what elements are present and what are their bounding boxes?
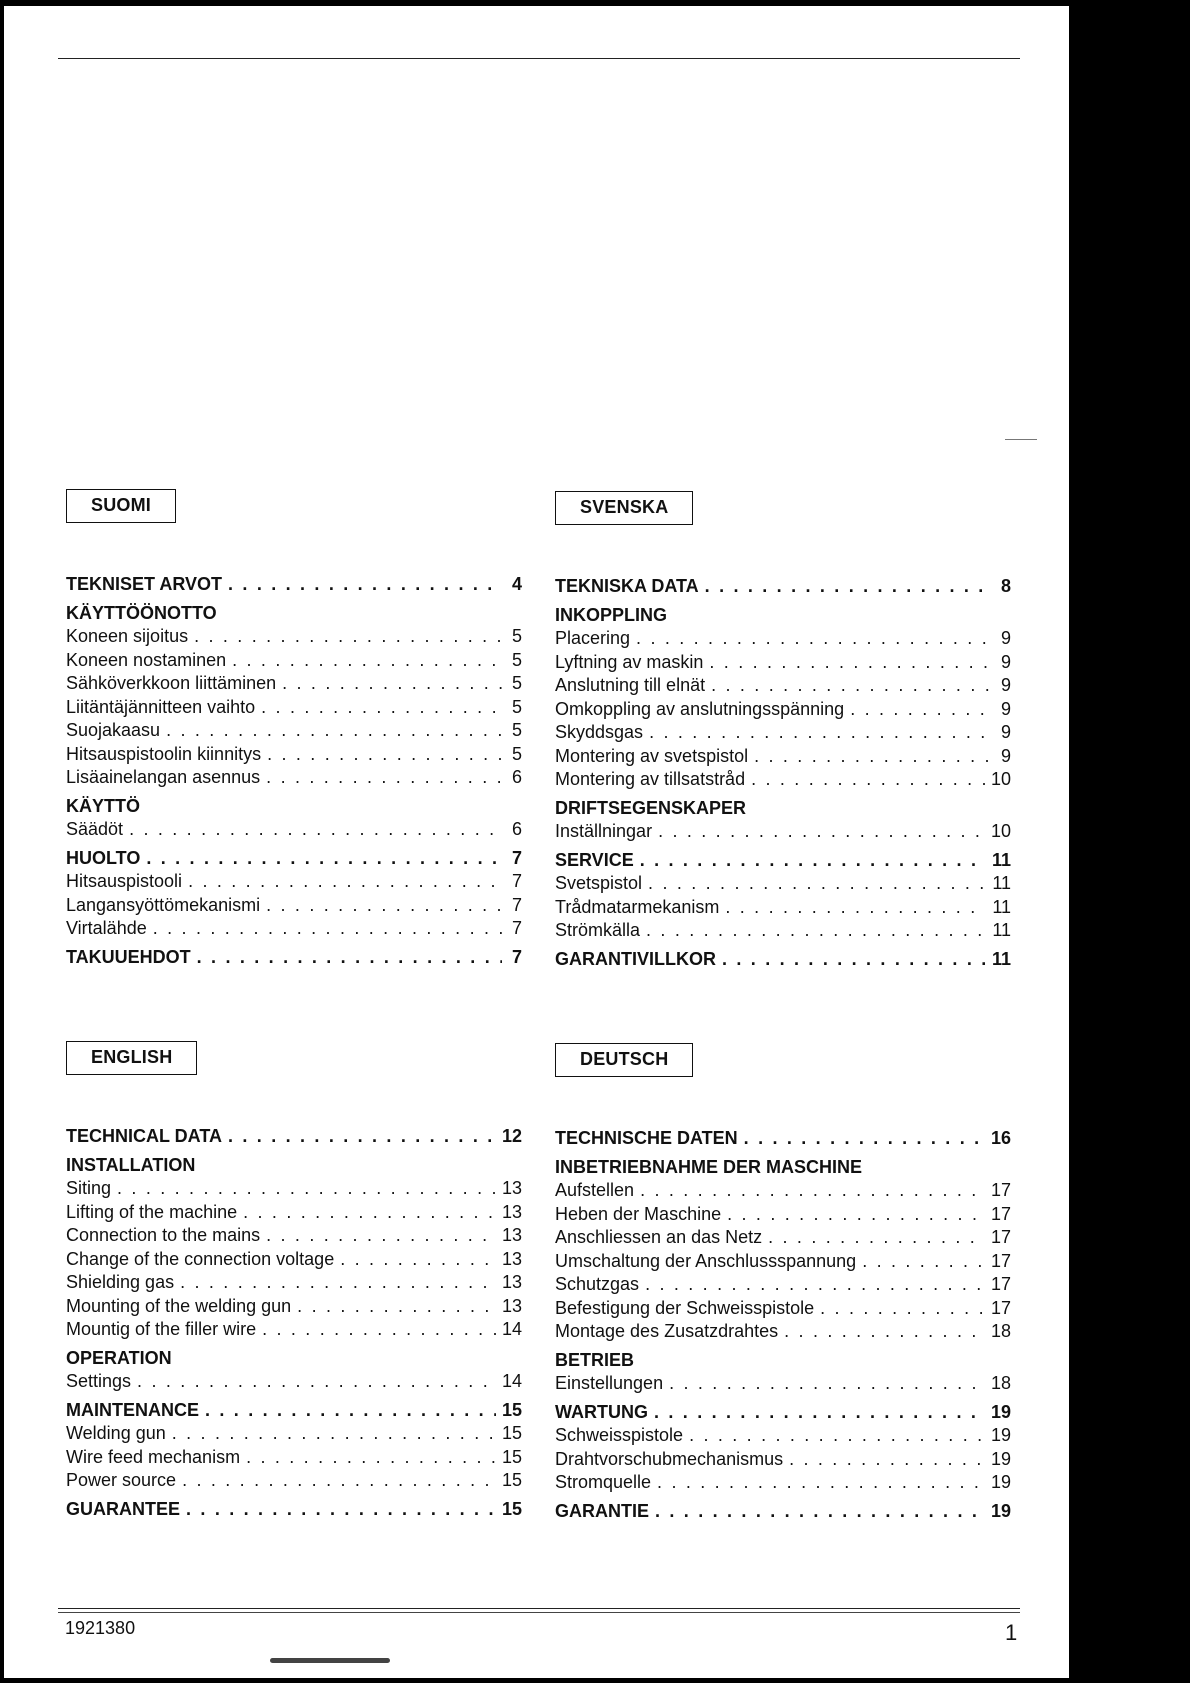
toc-entry [555, 1372, 1011, 1396]
toc-leader-dots [246, 1446, 496, 1470]
toc-entry-title: Säädöt [66, 819, 124, 839]
toc-leader-dots [850, 698, 991, 722]
toc-leader-dots [640, 1179, 985, 1203]
toc-entry-page: 9 [1000, 628, 1011, 648]
toc-leader-dots [194, 625, 502, 649]
scan-mark [270, 1658, 390, 1663]
toc-leader-dots [266, 766, 502, 790]
toc-entry-title: GARANTIE [555, 1500, 649, 1521]
toc-entry [66, 625, 522, 649]
toc-entry [555, 1179, 1011, 1203]
toc-entry-page: 4 [511, 574, 522, 594]
toc-entry [555, 1401, 1011, 1425]
footer-rule [58, 1608, 1020, 1609]
toc-entry-title: Shielding gas [66, 1272, 175, 1292]
toc-entry [555, 651, 1011, 675]
toc-entry-page: 19 [990, 1425, 1011, 1445]
toc-leader-dots [646, 919, 986, 943]
toc-entry-title: TECHNICAL DATA [66, 1126, 222, 1146]
toc-leader-dots [262, 1318, 496, 1342]
toc-entry-title: TAKUUEHDOT [66, 946, 191, 967]
toc-leader-dots [705, 575, 991, 599]
toc-leader-dots [129, 818, 502, 842]
toc-entry [66, 1224, 522, 1248]
toc-entry-page: 7 [511, 871, 522, 891]
toc-entry-page: 19 [990, 1500, 1011, 1521]
toc-entry [66, 1271, 522, 1295]
toc-entry-page: 14 [501, 1371, 522, 1391]
toc-entry-title: Hitsauspistooli [66, 871, 183, 891]
toc-entry-page: 17 [990, 1227, 1011, 1247]
toc-leader-dots [243, 1201, 496, 1225]
toc-leader-dots [751, 768, 985, 792]
toc-entry-title: Mounting of the welding gun [66, 1295, 292, 1316]
toc-leader-dots [654, 1401, 985, 1425]
toc-leader-dots [754, 745, 991, 769]
toc-entry-page: 13 [501, 1272, 522, 1292]
toc-entry [555, 1203, 1011, 1227]
toc-entry [555, 1448, 1011, 1472]
toc-leader-dots [182, 1469, 496, 1493]
toc-entry [66, 1446, 522, 1470]
toc-entry-title: Lifting of the machine [66, 1201, 238, 1222]
toc-entry-page: 5 [511, 696, 522, 717]
toc-entry [555, 872, 1011, 896]
toc-entry-title: BETRIEB [555, 1349, 635, 1370]
toc-entry-title: INSTALLATION [66, 1154, 196, 1175]
toc-entry [66, 1498, 522, 1522]
toc-leader-dots [862, 1250, 985, 1274]
toc-entry-title: INBETRIEBNAHME DER MASCHINE [555, 1156, 863, 1177]
toc-entry-title: Anslutning till elnät [555, 675, 706, 695]
toc-entry-page: 11 [991, 948, 1011, 969]
toc-entry-title: Suojakaasu [66, 720, 161, 740]
toc-entry-title: GARANTIVILLKOR [555, 948, 716, 969]
toc-entry [66, 894, 522, 918]
toc-leader-dots [228, 1125, 496, 1149]
toc-entry-page: 7 [511, 847, 522, 868]
toc-entry-page: 14 [501, 1319, 522, 1339]
toc-entry [555, 896, 1011, 920]
toc-entry [66, 1318, 522, 1342]
toc-leader-dots [228, 573, 502, 597]
toc-leader-dots [266, 1224, 496, 1248]
toc-entry-title: GUARANTEE [66, 1498, 181, 1519]
toc-entry-title: INKOPPLING [555, 604, 668, 625]
toc-leader-dots [137, 1370, 496, 1394]
toc-entry-title: Placering [555, 628, 631, 648]
toc-leader-dots [669, 1372, 985, 1396]
toc-leader-dots [711, 674, 991, 698]
toc-entry-title: Settings [66, 1371, 132, 1391]
toc-entry [555, 1273, 1011, 1297]
toc-entry-title: Connection to the mains [66, 1225, 261, 1245]
toc-entry-page: 11 [991, 849, 1011, 870]
toc-entry [555, 1226, 1011, 1250]
toc-entry-title: Heben der Maschine [555, 1203, 722, 1224]
toc-entry-title: SERVICE [555, 849, 634, 870]
toc-entry-title: Power source [66, 1470, 177, 1490]
toc-entry-title: Befestigung der Schweisspistole [555, 1297, 815, 1318]
section-suomi [66, 489, 522, 969]
toc-entry [66, 1201, 522, 1225]
toc-entry-page: 17 [990, 1274, 1011, 1294]
toc-entry-title: WARTUNG [555, 1401, 648, 1422]
toc-leader-dots [636, 627, 991, 651]
toc-entry-page: 13 [501, 1225, 522, 1245]
toc-entry-title: Montage des Zusatzdrahtes [555, 1321, 779, 1341]
toc-entry-page: 11 [992, 896, 1011, 917]
toc-entry [555, 745, 1011, 769]
toc-entry-page: 17 [990, 1203, 1011, 1224]
toc-entry-page: 5 [511, 649, 522, 670]
toc-entry-title: DRIFTSEGENSKAPER [555, 797, 747, 818]
footer-rule-thin [58, 1612, 1020, 1613]
table-of-contents [66, 573, 522, 969]
toc-entry-page: 8 [1000, 576, 1011, 596]
toc-entry [66, 696, 522, 720]
toc-entry-title: Skyddsgas [555, 722, 644, 742]
header-rule [58, 58, 1020, 59]
toc-entry [555, 849, 1011, 873]
toc-entry-page: 17 [990, 1250, 1011, 1271]
toc-entry-title: Drahtvorschubmechanismus [555, 1448, 784, 1469]
toc-leader-dots [172, 1422, 496, 1446]
toc-leader-dots [188, 870, 502, 894]
toc-entry [555, 919, 1011, 943]
toc-entry [555, 604, 1011, 628]
toc-entry-title: Liitäntäjännitteen vaihto [66, 696, 256, 717]
scan-border-left [0, 0, 4, 1683]
toc-entry-page: 16 [990, 1128, 1011, 1148]
toc-entry [555, 948, 1011, 972]
scan-margin-bar [1069, 0, 1190, 1683]
toc-entry-title: Change of the connection voltage [66, 1248, 335, 1269]
toc-entry-page: 10 [990, 821, 1011, 841]
toc-entry-page: 7 [511, 894, 522, 915]
toc-entry-title: Stromquelle [555, 1472, 652, 1492]
toc-leader-dots [709, 651, 991, 675]
toc-entry-page: 7 [511, 918, 522, 938]
toc-entry-title: TECHNISCHE DATEN [555, 1128, 738, 1148]
toc-entry-page: 15 [501, 1470, 522, 1490]
scan-border-top [0, 0, 1190, 6]
toc-entry [555, 575, 1011, 599]
table-of-contents [555, 1127, 1011, 1523]
language-label: ENGLISH [66, 1041, 197, 1075]
toc-entry-title: Anschliessen an das Netz [555, 1227, 763, 1247]
toc-entry-title: Schweisspistole [555, 1425, 684, 1445]
toc-entry-title: Trådmatarmekanism [555, 896, 720, 917]
toc-entry-page: 9 [1000, 698, 1011, 719]
toc-leader-dots [340, 1248, 496, 1272]
table-of-contents [555, 575, 1011, 971]
toc-entry [66, 719, 522, 743]
toc-entry-title: TEKNISKA DATA [555, 576, 699, 596]
toc-entry [555, 1297, 1011, 1321]
toc-entry-title: OPERATION [66, 1347, 172, 1368]
toc-entry-page: 5 [511, 720, 522, 740]
toc-entry-page: 5 [511, 743, 522, 764]
toc-leader-dots [153, 917, 502, 941]
toc-entry-title: Umschaltung der Anschlussspannung [555, 1250, 857, 1271]
toc-entry-title: Wire feed mechanism [66, 1446, 241, 1467]
toc-entry [66, 870, 522, 894]
toc-entry [66, 847, 522, 871]
toc-entry [555, 627, 1011, 651]
toc-entry [66, 573, 522, 597]
toc-entry-title: Welding gun [66, 1423, 166, 1443]
toc-entry [555, 674, 1011, 698]
toc-entry [66, 1248, 522, 1272]
toc-entry-page: 9 [1000, 675, 1011, 695]
toc-entry-page: 15 [501, 1446, 522, 1467]
toc-entry-title: TEKNISET ARVOT [66, 574, 223, 594]
toc-leader-dots [722, 948, 986, 972]
toc-entry [66, 917, 522, 941]
toc-entry [66, 1177, 522, 1201]
toc-leader-dots [727, 1203, 985, 1227]
toc-entry-page: 5 [511, 673, 522, 693]
toc-leader-dots [232, 649, 502, 673]
toc-entry-page: 6 [511, 767, 522, 787]
toc-entry-page: 19 [990, 1472, 1011, 1492]
toc-entry [555, 1320, 1011, 1344]
toc-entry [66, 766, 522, 790]
toc-entry [555, 820, 1011, 844]
toc-leader-dots [266, 894, 502, 918]
toc-entry [555, 721, 1011, 745]
toc-leader-dots [180, 1271, 496, 1295]
toc-entry [555, 1127, 1011, 1151]
toc-entry [555, 1500, 1011, 1524]
toc-entry [66, 1125, 522, 1149]
toc-entry-page: 18 [990, 1373, 1011, 1393]
toc-entry-page: 19 [990, 1401, 1011, 1422]
toc-entry-title: Aufstellen [555, 1180, 635, 1200]
toc-entry [66, 602, 522, 626]
toc-leader-dots [297, 1295, 496, 1319]
toc-entry-page: 13 [501, 1178, 522, 1198]
toc-leader-dots [117, 1177, 496, 1201]
toc-entry [66, 1295, 522, 1319]
toc-entry-page: 17 [990, 1180, 1011, 1200]
toc-entry-page: 19 [990, 1448, 1011, 1469]
toc-entry [555, 1424, 1011, 1448]
language-label: DEUTSCH [555, 1043, 693, 1077]
toc-leader-dots [658, 820, 985, 844]
toc-leader-dots [725, 896, 986, 920]
toc-entry [555, 698, 1011, 722]
toc-entry-title: Omkoppling av anslutningsspänning [555, 698, 845, 719]
toc-leader-dots [261, 696, 502, 720]
toc-entry-title: Siting [66, 1178, 112, 1198]
toc-entry-page: 15 [501, 1423, 522, 1443]
document-number: 1921380 [65, 1618, 136, 1638]
toc-entry-page: 11 [992, 873, 1011, 893]
toc-entry [555, 1156, 1011, 1180]
toc-entry [66, 1469, 522, 1493]
toc-entry-title: Strömkälla [555, 920, 641, 940]
toc-leader-dots [744, 1127, 985, 1151]
toc-entry [66, 649, 522, 673]
toc-entry-title: Koneen nostaminen [66, 649, 227, 670]
toc-leader-dots [640, 849, 986, 873]
toc-entry [66, 795, 522, 819]
toc-entry-page: 18 [990, 1321, 1011, 1341]
toc-leader-dots [166, 719, 502, 743]
toc-entry-title: KÄYTTÖ [66, 795, 140, 816]
toc-entry [555, 797, 1011, 821]
toc-entry [555, 1349, 1011, 1373]
toc-entry-title: Schutzgas [555, 1274, 640, 1294]
toc-entry [66, 818, 522, 842]
toc-entry-title: Lisäainelangan asennus [66, 767, 261, 787]
scan-mark [1005, 439, 1037, 440]
toc-entry-page: 13 [501, 1201, 522, 1222]
toc-entry [66, 1399, 522, 1423]
toc-entry [66, 1154, 522, 1178]
toc-entry-page: 9 [1000, 722, 1011, 742]
toc-entry-title: HUOLTO [66, 847, 141, 868]
toc-entry-page: 6 [511, 819, 522, 839]
toc-entry-title: Virtalähde [66, 918, 147, 938]
toc-entry-title: Montering av svetspistol [555, 745, 749, 766]
toc-entry-page: 7 [511, 946, 522, 967]
toc-entry-page: 11 [992, 920, 1011, 940]
toc-entry [66, 672, 522, 696]
toc-entry-page: 12 [501, 1126, 522, 1146]
toc-entry [66, 1422, 522, 1446]
toc-entry-page: 10 [990, 769, 1011, 789]
section-svenska [555, 491, 1011, 971]
language-label: SUOMI [66, 489, 176, 523]
section-english [66, 1041, 522, 1521]
toc-leader-dots [645, 1273, 985, 1297]
toc-entry-page: 9 [1000, 651, 1011, 672]
toc-entry-page: 13 [501, 1295, 522, 1316]
toc-entry [66, 946, 522, 970]
toc-leader-dots [649, 721, 991, 745]
toc-leader-dots [648, 872, 986, 896]
scan-border-bottom [0, 1678, 1190, 1683]
toc-entry-title: Mountig of the filler wire [66, 1319, 257, 1339]
toc-entry-title: Einstellungen [555, 1373, 664, 1393]
toc-entry [555, 1471, 1011, 1495]
toc-entry-page: 17 [990, 1297, 1011, 1318]
table-of-contents [66, 1125, 522, 1521]
toc-entry-title: MAINTENANCE [66, 1399, 199, 1420]
toc-entry-title: KÄYTTÖÖNOTTO [66, 602, 217, 623]
toc-entry-title: Svetspistol [555, 873, 643, 893]
toc-leader-dots [197, 946, 502, 970]
toc-entry-page: 15 [501, 1399, 522, 1420]
toc-entry-title: Inställningar [555, 821, 653, 841]
toc-entry-page: 13 [501, 1248, 522, 1269]
toc-entry [66, 1347, 522, 1371]
toc-entry-page: 9 [1000, 745, 1011, 766]
toc-entry-title: Montering av tillsatstråd [555, 769, 746, 789]
toc-entry-page: 15 [501, 1498, 522, 1519]
toc-entry-title: Hitsauspistoolin kiinnitys [66, 743, 262, 764]
toc-entry-title: Langansyöttömekanismi [66, 894, 261, 915]
toc-entry-title: Koneen sijoitus [66, 626, 189, 646]
toc-leader-dots [146, 847, 502, 871]
toc-leader-dots [655, 1500, 985, 1524]
toc-leader-dots [768, 1226, 985, 1250]
toc-entry-page: 5 [511, 626, 522, 646]
toc-leader-dots [282, 672, 502, 696]
toc-leader-dots [267, 743, 502, 767]
toc-entry [555, 1250, 1011, 1274]
toc-leader-dots [689, 1424, 985, 1448]
toc-entry-title: Sähköverkkoon liittäminen [66, 673, 277, 693]
toc-entry [66, 1370, 522, 1394]
toc-leader-dots [784, 1320, 985, 1344]
section-deutsch [555, 1043, 1011, 1523]
toc-leader-dots [657, 1471, 985, 1495]
page-number: 1 [1005, 1620, 1018, 1645]
toc-leader-dots [205, 1399, 496, 1423]
toc-leader-dots [186, 1498, 496, 1522]
toc-entry [66, 743, 522, 767]
toc-entry [555, 768, 1011, 792]
toc-leader-dots [820, 1297, 985, 1321]
toc-leader-dots [789, 1448, 985, 1472]
toc-entry-title: Lyftning av maskin [555, 651, 704, 672]
language-label: SVENSKA [555, 491, 693, 525]
